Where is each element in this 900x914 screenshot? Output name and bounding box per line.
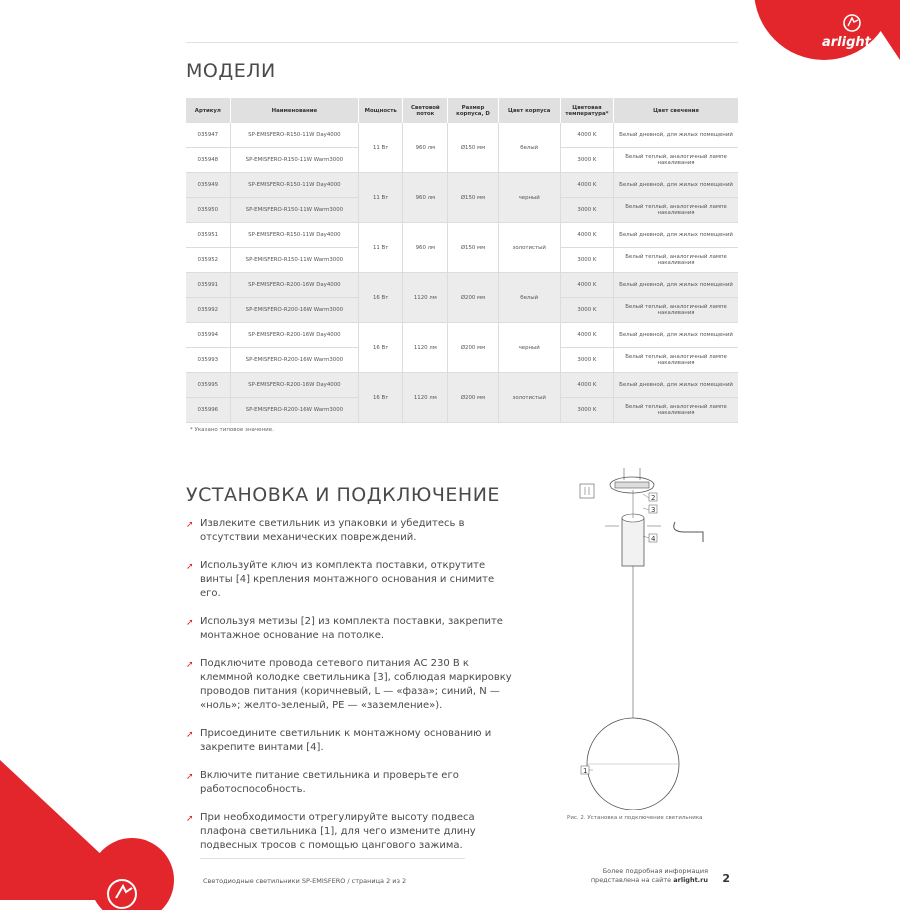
- cell-name: SP-EMISFERO-R150-11W Day4000: [230, 123, 358, 148]
- top-divider: [186, 42, 738, 43]
- cell-sku: 035947: [186, 123, 230, 148]
- cell-name: SP-EMISFERO-R200-16W Day4000: [230, 273, 358, 298]
- list-item: [186, 517, 516, 545]
- logo-text: arlight: [822, 35, 871, 50]
- cell-body-color: золотистый: [498, 223, 560, 273]
- arlight-emblem-icon: [92, 822, 180, 910]
- step-text: Присоедините светильник к монтажному основанию и закрепите винтами [4].: [200, 728, 492, 753]
- cell-temp: 4000 K: [560, 123, 613, 148]
- col-flux: Световой поток: [403, 98, 448, 123]
- cell-name: SP-EMISFERO-R150-11W Warm3000: [230, 248, 358, 273]
- cell-flux: 960 лм: [403, 123, 448, 173]
- cell-light: Белый дневной, для жилых помещений: [614, 223, 739, 248]
- cell-light: Белый теплый, аналогичный лампе накаливания: [614, 148, 739, 173]
- table-row: [186, 323, 738, 348]
- col-temp: Цветовая температура*: [560, 98, 613, 123]
- table-footnote: * Указано типовое значение.: [190, 427, 274, 433]
- cell-light: Белый дневной, для жилых помещений: [614, 373, 739, 398]
- cell-body-color: черный: [498, 323, 560, 373]
- list-item: [186, 559, 516, 601]
- step-text: Используя метизы [2] из комплекта поставки, закрепите монтажное основание на потолке.: [200, 616, 503, 641]
- cell-temp: 4000 K: [560, 373, 613, 398]
- cell-sku: 035996: [186, 398, 230, 423]
- cell-name: SP-EMISFERO-R200-16W Warm3000: [230, 348, 358, 373]
- installation-diagram: [545, 460, 745, 810]
- cell-sku: 035994: [186, 323, 230, 348]
- table-header-row: [186, 98, 738, 123]
- cell-size: Ø200 мм: [448, 373, 498, 423]
- cell-light: Белый теплый, аналогичный лампе накаливания: [614, 348, 739, 373]
- cell-name: SP-EMISFERO-R150-11W Warm3000: [230, 148, 358, 173]
- bullet-icon: ➚: [186, 562, 194, 572]
- cell-sku: 035948: [186, 148, 230, 173]
- cell-power: 11 Вт: [359, 173, 403, 223]
- cell-body-color: черный: [498, 173, 560, 223]
- installation-steps: [186, 517, 516, 867]
- bullet-icon: ➚: [186, 520, 194, 530]
- cell-name: SP-EMISFERO-R150-11W Warm3000: [230, 198, 358, 223]
- figure-label-3: 3: [651, 506, 656, 514]
- cell-light: Белый теплый, аналогичный лампе накаливания: [614, 198, 739, 223]
- bullet-icon: ➚: [186, 814, 194, 824]
- cell-power: 11 Вт: [359, 223, 403, 273]
- step-text: Извлеките светильник из упаковки и убедитесь в отсутствии механических повреждений.: [200, 518, 465, 543]
- cell-temp: 3000 K: [560, 148, 613, 173]
- cell-name: SP-EMISFERO-R200-16W Warm3000: [230, 298, 358, 323]
- models-title: МОДЕЛИ: [186, 60, 276, 82]
- step-text: Подключите провода сетевого питания АС 230 В к клеммной колодке светильника [3], соблюдая маркировку проводов питания (коричневый, L — «фаза»; синий, N — «ноль»; желто-зеленый, PE — «заземление»).: [200, 658, 512, 711]
- col-sku: Артикул: [186, 98, 230, 123]
- cell-name: SP-EMISFERO-R200-16W Warm3000: [230, 398, 358, 423]
- bullet-icon: ➚: [186, 730, 194, 740]
- installation-title: УСТАНОВКА И ПОДКЛЮЧЕНИЕ: [186, 484, 500, 506]
- cell-temp: 4000 K: [560, 273, 613, 298]
- cell-light: Белый теплый, аналогичный лампе накаливания: [614, 298, 739, 323]
- cell-light: Белый теплый, аналогичный лампе накаливания: [614, 398, 739, 423]
- cell-flux: 1120 лм: [403, 323, 448, 373]
- table-row: [186, 223, 738, 248]
- col-power: Мощность: [359, 98, 403, 123]
- step-text: Включите питание светильника и проверьте его работоспособность.: [200, 770, 459, 795]
- bullet-icon: ➚: [186, 660, 194, 670]
- cell-light: Белый дневной, для жилых помещений: [614, 273, 739, 298]
- bullet-icon: ➚: [186, 618, 194, 628]
- cell-size: Ø150 мм: [448, 173, 498, 223]
- figure-label-1: 1: [583, 767, 588, 775]
- cell-flux: 960 лм: [403, 223, 448, 273]
- cell-temp: 4000 K: [560, 323, 613, 348]
- cell-body-color: белый: [498, 273, 560, 323]
- col-name: Наименование: [230, 98, 358, 123]
- cell-power: 16 Вт: [359, 373, 403, 423]
- figure-caption: Рис. 2. Установка и подключение светильника: [567, 815, 703, 821]
- cell-temp: 3000 K: [560, 398, 613, 423]
- cell-sku: 035991: [186, 273, 230, 298]
- footer-info-line1: Более подробная информация: [602, 867, 708, 875]
- footer-info-line2: [591, 876, 708, 885]
- list-item: [186, 811, 516, 853]
- cell-sku: 035951: [186, 223, 230, 248]
- cell-light: Белый теплый, аналогичный лампе накаливания: [614, 248, 739, 273]
- list-item: [186, 657, 516, 713]
- cell-sku: 035950: [186, 198, 230, 223]
- figure-label-4: 4: [651, 535, 656, 543]
- cell-name: SP-EMISFERO-R200-16W Day4000: [230, 323, 358, 348]
- table-row: [186, 173, 738, 198]
- cell-temp: 4000 K: [560, 173, 613, 198]
- cell-temp: 3000 K: [560, 198, 613, 223]
- cell-name: SP-EMISFERO-R200-16W Day4000: [230, 373, 358, 398]
- cell-temp: 3000 K: [560, 348, 613, 373]
- list-item: [186, 769, 516, 797]
- cell-size: Ø150 мм: [448, 223, 498, 273]
- footer-info-prefix: представлена на сайте: [590, 876, 674, 884]
- table-row: [186, 273, 738, 298]
- bullet-icon: ➚: [186, 772, 194, 782]
- footer-doc-title: Светодиодные светильники SP-EMISFERO / страница 2 из 2: [203, 877, 407, 885]
- footer-more-info: [591, 867, 708, 885]
- cell-size: Ø200 мм: [448, 273, 498, 323]
- step-text: При необходимости отрегулируйте высоту подвеса плафона светильника [1], для чего измените длину подвесных тросов с помощью цангового зажима.: [200, 812, 476, 851]
- cell-temp: 3000 K: [560, 298, 613, 323]
- table-row: [186, 373, 738, 398]
- cell-body-color: белый: [498, 123, 560, 173]
- cell-temp: 3000 K: [560, 248, 613, 273]
- cell-power: 16 Вт: [359, 273, 403, 323]
- footer-divider: [200, 858, 465, 859]
- cell-name: SP-EMISFERO-R150-11W Day4000: [230, 223, 358, 248]
- cell-power: 11 Вт: [359, 123, 403, 173]
- figure-label-2: 2: [651, 494, 656, 502]
- models-table: [186, 98, 738, 423]
- cell-flux: 1120 лм: [403, 273, 448, 323]
- cell-light: Белый дневной, для жилых помещений: [614, 323, 739, 348]
- cell-name: SP-EMISFERO-R150-11W Day4000: [230, 173, 358, 198]
- cell-body-color: золотистый: [498, 373, 560, 423]
- cell-sku: 035949: [186, 173, 230, 198]
- arlight-logo: [792, 8, 884, 52]
- col-size: Размер корпуса, D: [448, 98, 498, 123]
- page-number: 2: [722, 872, 730, 885]
- cell-flux: 1120 лм: [403, 373, 448, 423]
- cell-sku: 035995: [186, 373, 230, 398]
- cell-sku: 035952: [186, 248, 230, 273]
- cell-sku: 035992: [186, 298, 230, 323]
- cell-power: 16 Вт: [359, 323, 403, 373]
- cell-size: Ø200 мм: [448, 323, 498, 373]
- footer-site-link[interactable]: arlight.ru: [673, 876, 708, 884]
- cell-size: Ø150 мм: [448, 123, 498, 173]
- col-light: Цвет свечения: [614, 98, 739, 123]
- list-item: [186, 727, 516, 755]
- step-text: Используйте ключ из комплекта поставки, открутите винты [4] крепления монтажного основания и снимите его.: [200, 560, 495, 599]
- table-row: [186, 123, 738, 148]
- list-item: [186, 615, 516, 643]
- cell-light: Белый дневной, для жилых помещений: [614, 173, 739, 198]
- cell-temp: 4000 K: [560, 223, 613, 248]
- cell-light: Белый дневной, для жилых помещений: [614, 123, 739, 148]
- col-body-color: Цвет корпуса: [498, 98, 560, 123]
- cell-flux: 960 лм: [403, 173, 448, 223]
- cell-sku: 035993: [186, 348, 230, 373]
